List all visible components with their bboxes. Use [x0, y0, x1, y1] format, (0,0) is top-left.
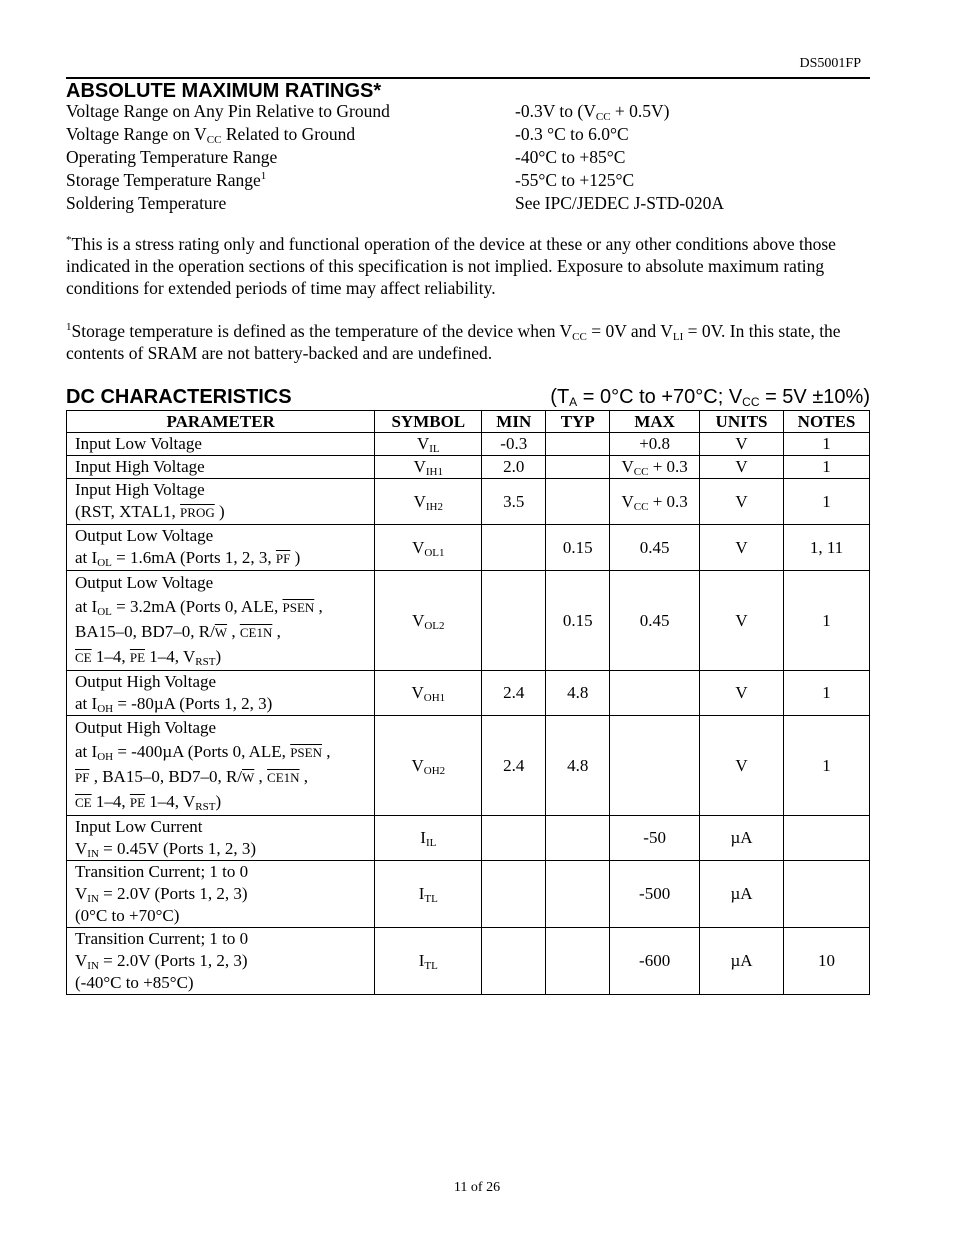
- typ-cell: [546, 433, 610, 456]
- rating-parameter: Voltage Range on $V_{CC}$ Related to Ground: [66, 124, 356, 146]
- max-cell: +0.8: [610, 433, 700, 456]
- typ-cell: [546, 928, 610, 995]
- column-header: TYP: [546, 411, 610, 433]
- units-cell: µA: [700, 928, 784, 995]
- max-cell: $V_{CC} + 0.3$: [610, 456, 700, 479]
- table-header-row: [67, 411, 870, 433]
- table-row: [67, 525, 870, 571]
- units-cell: V: [700, 671, 784, 716]
- notes-cell: 1, 11: [784, 525, 870, 571]
- min-cell: [482, 928, 546, 995]
- symbol-cell: $V_{OH1}$: [375, 671, 482, 716]
- table-row: [67, 816, 870, 861]
- document-id: DS5001FP: [799, 56, 861, 71]
- symbol-cell: $I_{IL}$: [375, 816, 482, 861]
- table-row: [67, 928, 870, 995]
- storage-temperature-note: $^1$Storage temperature is defined as the temperature of the device when $V_{CC} = 0V$ and $V_{LI} = 0V$. In this state, the contents of SRAM are not battery-backed and are undefined.: [66, 321, 841, 363]
- parameter-cell: Output Low Voltage at $I_{OL} = 3.2mA$ (Ports 0, ALE, PSEN , BA15–0, BD7–0, $R/\overline{W}$ , CE1N , $\overline{CE}$ 1–4, $\overline{PE}$ 1–4, $V_{RST}$): [67, 571, 375, 671]
- typ-cell: 0.15: [546, 525, 610, 571]
- absolute-maximum-ratings-list: [66, 100, 870, 215]
- column-header: NOTES: [784, 411, 870, 433]
- typ-cell: [546, 861, 610, 928]
- typ-cell: [546, 479, 610, 525]
- typ-cell: [546, 816, 610, 861]
- max-cell: 0.45: [610, 571, 700, 671]
- min-cell: [482, 861, 546, 928]
- dc-characteristics-title: DC CHARACTERISTICS: [66, 386, 292, 408]
- parameter-cell: Input Low Voltage: [67, 433, 375, 456]
- symbol-cell: $V_{IH2}$: [375, 479, 482, 525]
- rating-value: See IPC/JEDEC J-STD-020A: [515, 193, 725, 213]
- table-row: [67, 716, 870, 816]
- rating-row: [66, 100, 870, 123]
- notes-cell: [784, 816, 870, 861]
- symbol-cell: $V_{OH2}$: [375, 716, 482, 816]
- table-row: [67, 479, 870, 525]
- notes-cell: 1: [784, 433, 870, 456]
- min-cell: 2.4: [482, 671, 546, 716]
- rating-value: -0.3V to $(V_{CC} + 0.5V)$: [515, 101, 670, 123]
- units-cell: V: [700, 571, 784, 671]
- typ-cell: 4.8: [546, 716, 610, 816]
- max-cell: -500: [610, 861, 700, 928]
- column-header: SYMBOL: [375, 411, 482, 433]
- table-row: [67, 861, 870, 928]
- dc-characteristics-header: [66, 385, 870, 409]
- notes-cell: 1: [784, 479, 870, 525]
- min-cell: [482, 525, 546, 571]
- max-cell: [610, 716, 700, 816]
- dc-conditions: ($T_A = 0^\circ C$ to +70°C; $V_{CC} = 5V \pm 10\%$): [550, 386, 870, 409]
- min-cell: [482, 571, 546, 671]
- rating-value: -40°C to +85°C: [515, 147, 626, 167]
- units-cell: V: [700, 479, 784, 525]
- rating-parameter: Voltage Range on Any Pin Relative to Ground: [66, 101, 390, 121]
- units-cell: V: [700, 456, 784, 479]
- units-cell: V: [700, 433, 784, 456]
- parameter-cell: Input High Voltage: [67, 456, 375, 479]
- rating-parameter: Operating Temperature Range: [66, 147, 278, 167]
- column-header: MAX: [610, 411, 700, 433]
- parameter-cell: Output Low Voltage at $I_{OL} = 1.6mA$ (Ports 1, 2, 3, $\overline{PF}$ ): [67, 525, 375, 571]
- notes-cell: 1: [784, 456, 870, 479]
- parameter-cell: Input High Voltage (RST, XTAL1, PROG ): [67, 479, 375, 525]
- notes-cell: [784, 861, 870, 928]
- typ-cell: 0.15: [546, 571, 610, 671]
- notes-cell: 1: [784, 671, 870, 716]
- typ-cell: 4.8: [546, 671, 610, 716]
- rating-value: -55°C to +125°C: [515, 170, 635, 190]
- dc-characteristics-table: [66, 410, 870, 995]
- symbol-cell: $I_{TL}$: [375, 861, 482, 928]
- column-header: UNITS: [700, 411, 784, 433]
- max-cell: -50: [610, 816, 700, 861]
- units-cell: V: [700, 716, 784, 816]
- stress-rating-note: *This is a stress rating only and functional operation of the device at these or any other conditions above those indicated in the operation sections of this specification is not implied. Exposure to absolute maximum rating conditions for extended periods of time may affect reliability.: [66, 234, 836, 298]
- rating-row: [66, 192, 870, 215]
- min-cell: 2.0: [482, 456, 546, 479]
- units-cell: V: [700, 525, 784, 571]
- table-row: [67, 571, 870, 671]
- column-header: PARAMETER: [67, 411, 375, 433]
- page-number: 11 of 26: [453, 1180, 501, 1195]
- notes-cell: 1: [784, 571, 870, 671]
- min-cell: -0.3: [482, 433, 546, 456]
- rating-parameter: Soldering Temperature: [66, 193, 227, 213]
- table-row: [67, 433, 870, 456]
- rating-parameter: Storage Temperature Range$^1$: [66, 170, 267, 190]
- parameter-cell: Input Low Current $V_{IN} = 0.45V$ (Ports 1, 2, 3): [67, 816, 375, 861]
- units-cell: µA: [700, 861, 784, 928]
- table-row: [67, 671, 870, 716]
- min-cell: 3.5: [482, 479, 546, 525]
- rating-row: [66, 146, 870, 169]
- units-cell: µA: [700, 816, 784, 861]
- max-cell: -600: [610, 928, 700, 995]
- typ-cell: [546, 456, 610, 479]
- notes-cell: 1: [784, 716, 870, 816]
- rating-row: [66, 123, 870, 146]
- symbol-cell: $V_{IH1}$: [375, 456, 482, 479]
- parameter-cell: Transition Current; 1 to 0 $V_{IN} = 2.0V$ (Ports 1, 2, 3) (0°C to +70°C): [67, 861, 375, 928]
- max-cell: [610, 671, 700, 716]
- max-cell: $V_{CC} + 0.3$: [610, 479, 700, 525]
- rating-value: -0.3 °C to 6.0°C: [515, 124, 629, 144]
- rating-row: [66, 169, 870, 192]
- symbol-cell: $I_{TL}$: [375, 928, 482, 995]
- parameter-cell: Output High Voltage at $I_{OH} = -400\mu A$ (Ports 0, ALE, PSEN , $\overline{PF}$ , BA15–0, BD7–0, $R/\overline{W}$ , CE1N , $\overline{CE}$ 1–4, $\overline{PE}$ 1–4, $V_{RST}$): [67, 716, 375, 816]
- parameter-cell: Transition Current; 1 to 0 $V_{IN} = 2.0V$ (Ports 1, 2, 3) (-40°C to +85°C): [67, 928, 375, 995]
- symbol-cell: $V_{OL1}$: [375, 525, 482, 571]
- min-cell: [482, 816, 546, 861]
- notes-cell: 10: [784, 928, 870, 995]
- table-row: [67, 456, 870, 479]
- symbol-cell: $V_{OL2}$: [375, 571, 482, 671]
- min-cell: 2.4: [482, 716, 546, 816]
- parameter-cell: Output High Voltage at $I_{OH} = -80\mu A$ (Ports 1, 2, 3): [67, 671, 375, 716]
- column-header: MIN: [482, 411, 546, 433]
- max-cell: 0.45: [610, 525, 700, 571]
- absolute-maximum-ratings-title: ABSOLUTE MAXIMUM RATINGS*: [66, 77, 870, 103]
- symbol-cell: $V_{IL}$: [375, 433, 482, 456]
